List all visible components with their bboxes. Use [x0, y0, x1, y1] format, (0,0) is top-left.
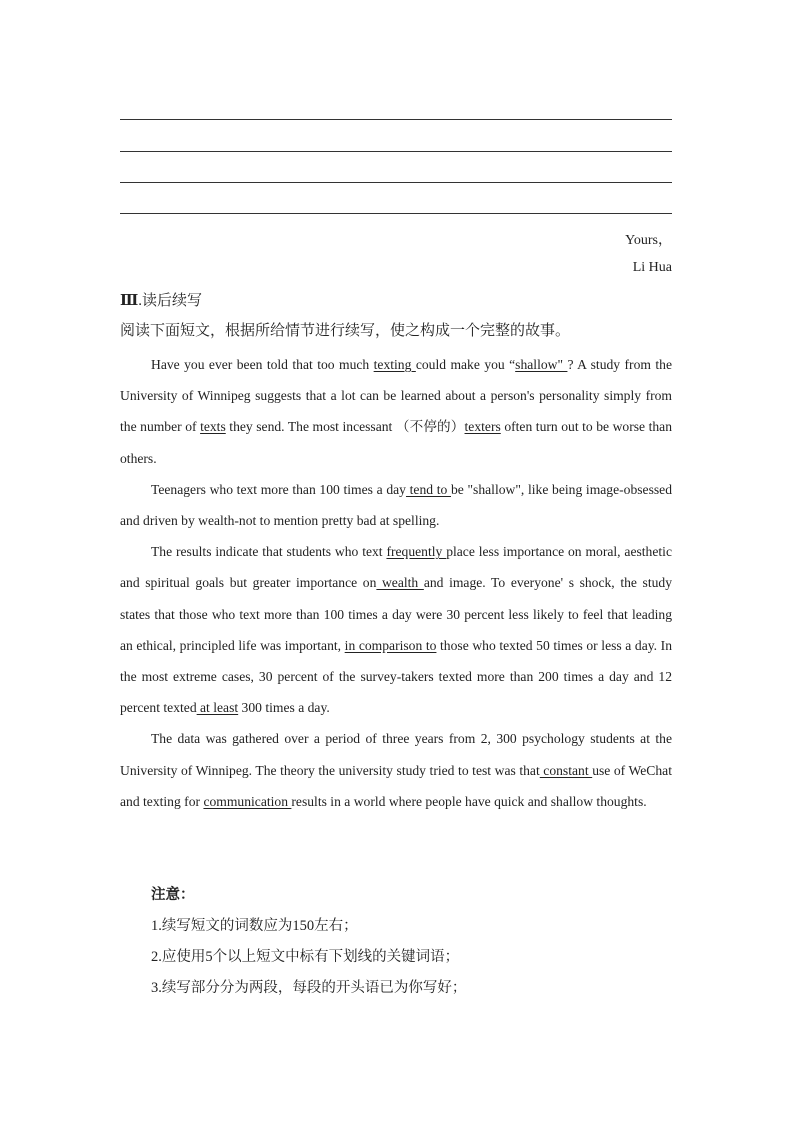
- passage-paragraph: Have you ever been told that too much texting could make you “shallow" ? A study from the University of Winnipeg suggests that a lot can be learned about a person's personality simply from the number of texts they send. The most incessant （不停的）texters often turn out to be worse than others.: [120, 357, 673, 466]
- section-number: Ⅲ: [120, 293, 139, 309]
- key-phrase: texters: [464, 419, 501, 435]
- key-phrase: in comparison to: [344, 637, 437, 653]
- key-phrase: wealth: [376, 575, 424, 591]
- key-phrase: tend to: [405, 481, 451, 497]
- key-phrase: communication: [203, 793, 292, 809]
- notes-title: 注意：: [151, 887, 195, 903]
- passage-paragraph: The data was gathered over a period of three years from 2, 300 psychology students at the University of Winnipeg. The theory the university study tried to test was that constant use of WeChat and texting for communication results in a world where people have quick and shallow thoughts.: [120, 731, 672, 809]
- key-phrase: texts: [200, 419, 226, 435]
- reading-passage: [120, 349, 672, 817]
- section-title: .读后续写: [138, 293, 203, 309]
- passage-paragraph: Teenagers who text more than 100 times a day tend to be "shallow", like being image-obsessed and driven by wealth-not to mention pretty bad at spelling.: [120, 481, 672, 529]
- key-phrase: texting: [373, 357, 416, 372]
- letter-signature: Li Hua: [632, 260, 672, 275]
- letter-closing: Yours，: [625, 233, 672, 248]
- answer-line: [120, 151, 672, 152]
- notes-block: [151, 880, 466, 1004]
- key-phrase: shallow": [515, 357, 568, 372]
- key-phrase: at least: [196, 700, 239, 716]
- answer-line: [120, 213, 672, 214]
- answer-line: [120, 182, 672, 183]
- key-phrase: frequently: [386, 544, 447, 560]
- section-heading: [120, 289, 202, 310]
- key-phrase: constant: [539, 762, 593, 778]
- section-instruction: 阅读下面短文，根据所给情节进行续写，使之构成一个完整的故事。: [120, 323, 571, 339]
- answer-line: [120, 119, 672, 120]
- passage-paragraph: The results indicate that students who text frequently place less importance on moral, aesthetic and spiritual goals but greater importance on wealth and image. To everyone' s shock, the study states that those who text more than 100 times a day were 30 percent less likely to feel that leading an ethical, principled life was important, in comparison to those who texted 50 times or less a day. In the most extreme cases, 30 percent of the survey-takers texted more than 200 times a day and 12 percent texted at least 300 times a day.: [120, 544, 672, 716]
- note-item: 3.续写部分分为两段，每段的开头语已为你写好；: [151, 980, 467, 996]
- note-item: 1.续写短文的词数应为150左右；: [151, 918, 358, 934]
- note-item: 2.应使用5个以上短文中标有下划线的关键词语；: [151, 949, 460, 965]
